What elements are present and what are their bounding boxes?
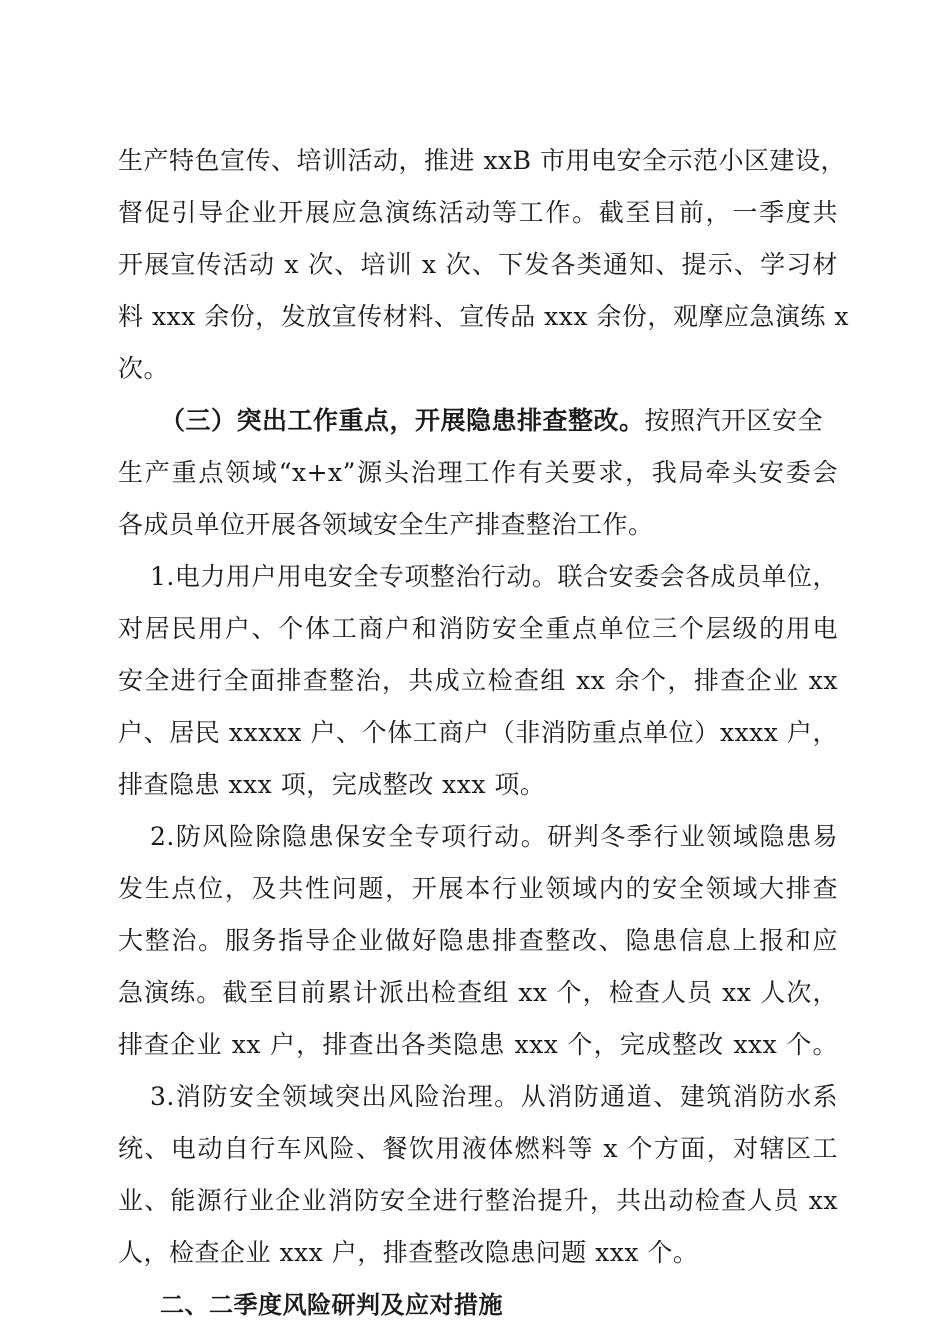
section-three-first-line: [160, 399, 838, 443]
item-3-title-line: 3.消防安全领域突出风险治理。从消防通道、建筑消防水系: [150, 1082, 838, 1111]
text-line: 排查隐患 xxx 项，完成整改 xxx 项。: [118, 770, 546, 799]
item-1-title-line: 1.电力用户用电安全专项整治行动。联合安委会各成员单位，: [150, 562, 838, 591]
item-2-title-line: 2.防风险除隐患保安全专项行动。研判冬季行业领域隐患易: [150, 822, 838, 851]
text-line: 统、电动自行车风险、餐饮用液体燃料等 x 个方面，对辖区工: [118, 1134, 838, 1163]
text-line: 户、居民 xxxxx 户、个体工商户（非消防重点单位）xxxx 户，: [118, 718, 838, 747]
text-line: 对居民用户、个体工商户和消防安全重点单位三个层级的用电: [118, 614, 838, 643]
section-two-heading: 二、二季度风险研判及应对措施: [160, 1291, 503, 1319]
text-line: 急演练。截至目前累计派出检查组 xx 个，检查人员 xx 人次，: [118, 978, 838, 1007]
text-line: 业、能源行业企业消防安全进行整治提升，共出动检查人员 xx: [118, 1186, 838, 1215]
text-line: 生产特色宣传、培训活动，推进 xxB 市用电安全示范小区建设，: [118, 146, 846, 175]
text-line: 大整治。服务指导企业做好隐患排查整改、隐患信息上报和应: [118, 926, 838, 955]
text-line: 料 xxx 余份，发放宣传材料、宣传品 xxx 余份，观摩应急演练 x: [118, 302, 849, 331]
text-line: 人，检查企业 xxx 户，排查整改隐患问题 xxx 个。: [118, 1238, 699, 1267]
text-line: 次。: [118, 354, 170, 383]
text-line: 生产重点领域“x+x”源头治理工作有关要求，我局牵头安委会: [118, 458, 838, 487]
text-line: 安全进行全面排查整治，共成立检查组 xx 余个，排查企业 xx: [118, 666, 838, 695]
section-three-text: 按照汽开区安全: [644, 406, 824, 435]
text-line: 开展宣传活动 x 次、培训 x 次、下发各类通知、提示、学习材: [118, 250, 838, 279]
text-line: 各成员单位开展各领域安全生产排查整治工作。: [118, 510, 654, 539]
text-line: 督促引导企业开展应急演练活动等工作。截至目前，一季度共: [118, 198, 838, 227]
section-three-heading: （三）突出工作重点，开展隐患排查整改。: [160, 406, 645, 435]
text-line: 排查企业 xx 户，排查出各类隐患 xxx 个，完成整改 xxx 个。: [118, 1030, 838, 1059]
text-line: 发生点位，及共性问题，开展本行业领域内的安全领域大排查: [118, 874, 838, 903]
